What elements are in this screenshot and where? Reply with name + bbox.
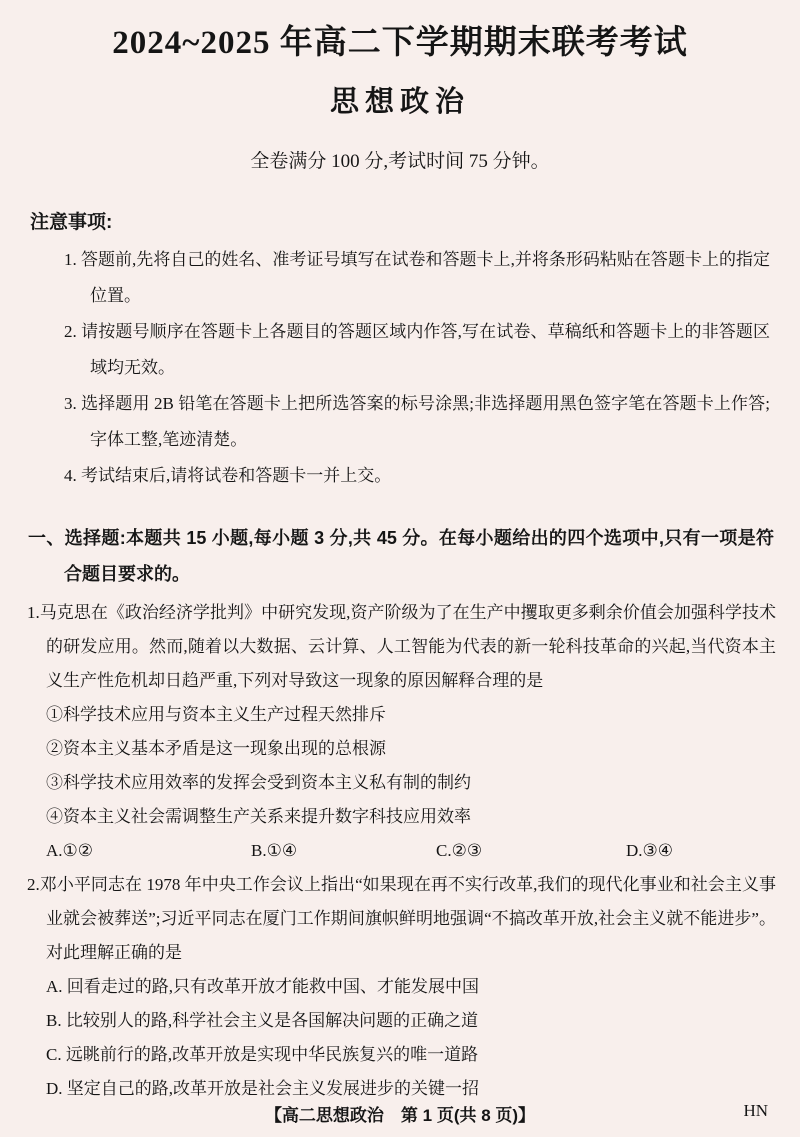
question-2 bbox=[27, 868, 776, 1106]
choice-a: A. 回看走过的路,只有改革开放才能救中国、才能发展中国 bbox=[46, 977, 480, 996]
question-1-stem-text: 马克思在《政治经济学批判》中研究发现,资产阶级为了在生产中攫取更多剩余价值会加强科学技术的研发应用。然而,随着以大数据、云计算、人工智能为代表的新一轮科技革命的兴起,当代资本主义生产性危机却日趋严重,下列对导致这一现象的原因解释合理的是 bbox=[39, 603, 776, 690]
question-2-stem-text: 邓小平同志在 1978 年中央工作会议上指出“如果现在再不实行改革,我们的现代化事业和社会主义事业就会被葬送”;习近平同志在厦门工作期间旗帜鲜明地强调“不搞改革开放,社会主义就不能进步”。对此理解正确的是 bbox=[39, 875, 776, 962]
statement-2: ②资本主义基本矛盾是这一现象出现的总根源 bbox=[46, 739, 386, 758]
statement-4: ④资本主义社会需调整生产关系来提升数字科技应用效率 bbox=[46, 807, 471, 826]
footer-code: HN bbox=[743, 1101, 768, 1120]
question-list bbox=[27, 596, 776, 1106]
exam-info-line: 全卷满分 100 分,考试时间 75 分钟。 bbox=[250, 151, 550, 172]
statement-1: ①科学技术应用与资本主义生产过程天然排斥 bbox=[46, 705, 386, 724]
exam-subject: 思想政治 bbox=[329, 86, 470, 118]
question-1-number: 1. bbox=[27, 603, 40, 622]
exam-title: 2024~2025 年高二下学期期末联考考试 bbox=[112, 25, 688, 61]
question-1 bbox=[27, 596, 776, 868]
choice-c: C. 远眺前行的路,改革开放是实现中华民族复兴的唯一道路 bbox=[46, 1045, 479, 1064]
notice-item-3: 3. 选择题用 2B 铅笔在答题卡上把所选答案的标号涂黑;非选择题用黑色签字笔在答题卡上作答;字体工整,笔迹清楚。 bbox=[64, 394, 770, 449]
question-1-stem bbox=[27, 596, 776, 698]
statement-3: ③科学技术应用效率的发挥会受到资本主义私有制的制约 bbox=[46, 773, 471, 792]
footer-page-label: 【高二思想政治 第 1 页(共 8 页)】 bbox=[264, 1106, 536, 1125]
notice-item-2: 2. 请按题号顺序在答题卡上各题目的答题区域内作答,写在试卷、草稿纸和答题卡上的非答题区域均无效。 bbox=[64, 322, 770, 377]
choice-c: C.②③ bbox=[436, 841, 483, 860]
question-1-statements bbox=[27, 698, 776, 834]
question-2-choices bbox=[27, 970, 776, 1106]
question-1-choices bbox=[27, 834, 776, 868]
page-footer bbox=[0, 1101, 800, 1127]
choice-d: D. 坚定自己的路,改革开放是社会主义发展进步的关键一招 bbox=[46, 1079, 480, 1098]
choice-d: D.③④ bbox=[626, 841, 674, 860]
section-heading: 一、选择题:本题共 15 小题,每小题 3 分,共 45 分。在每小题给出的四个选项中,只有一项是符合题目要求的。 bbox=[28, 528, 774, 584]
choice-b: B. 比较别人的路,科学社会主义是各国解决问题的正确之道 bbox=[46, 1011, 479, 1030]
notice-item-4: 4. 考试结束后,请将试卷和答题卡一并上交。 bbox=[64, 466, 392, 485]
notice-item-1: 1. 答题前,先将自己的姓名、准考证号填写在试卷和答题卡上,并将条形码粘贴在答题卡上的指定位置。 bbox=[64, 250, 770, 305]
choice-b: B.①④ bbox=[251, 841, 298, 860]
notice-heading: 注意事项: bbox=[30, 212, 113, 233]
question-2-stem bbox=[27, 868, 776, 970]
question-2-number: 2. bbox=[27, 875, 40, 894]
notice-list bbox=[64, 242, 770, 494]
choice-a: A.①② bbox=[46, 841, 94, 860]
